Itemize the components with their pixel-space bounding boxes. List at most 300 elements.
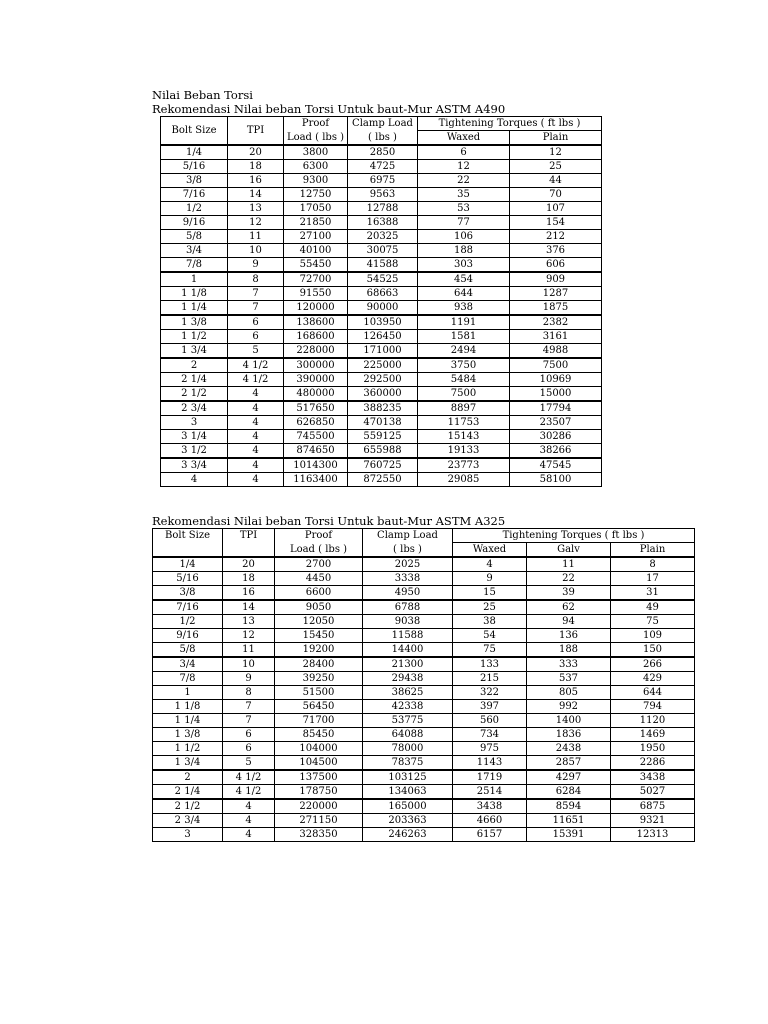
table-row bbox=[153, 742, 695, 756]
cell-proof-load: 39250 bbox=[275, 672, 363, 686]
cell-tpi: 4 1/2 bbox=[223, 785, 275, 800]
cell-waxed: 8897 bbox=[418, 401, 510, 416]
cell-clamp-load: 171000 bbox=[348, 344, 418, 359]
cell-tpi: 20 bbox=[228, 145, 284, 160]
table-row bbox=[161, 330, 602, 344]
header-clamp: Clamp Load bbox=[363, 529, 453, 543]
cell-waxed: 77 bbox=[418, 216, 510, 230]
cell-galv: 6284 bbox=[527, 785, 611, 800]
cell-plain: 44 bbox=[510, 174, 602, 188]
cell-plain: 38266 bbox=[510, 444, 602, 459]
cell-plain: 5027 bbox=[611, 785, 695, 800]
table-row bbox=[153, 770, 695, 785]
cell-proof-load: 27100 bbox=[284, 230, 348, 244]
cell-waxed: 734 bbox=[453, 728, 527, 742]
cell-proof-load: 17050 bbox=[284, 202, 348, 216]
cell-tpi: 8 bbox=[228, 272, 284, 287]
cell-tpi: 11 bbox=[223, 643, 275, 658]
cell-galv: 188 bbox=[527, 643, 611, 658]
cell-plain: 7500 bbox=[510, 358, 602, 373]
cell-plain: 794 bbox=[611, 700, 695, 714]
cell-clamp-load: 134063 bbox=[363, 785, 453, 800]
cell-clamp-load: 64088 bbox=[363, 728, 453, 742]
cell-tpi: 18 bbox=[223, 572, 275, 586]
cell-proof-load: 138600 bbox=[284, 315, 348, 330]
table-row bbox=[153, 672, 695, 686]
cell-clamp-load: 203363 bbox=[363, 814, 453, 828]
cell-clamp-load: 292500 bbox=[348, 373, 418, 387]
cell-waxed: 215 bbox=[453, 672, 527, 686]
cell-clamp-load: 90000 bbox=[348, 301, 418, 316]
cell-bolt-size: 3 bbox=[153, 828, 223, 842]
cell-proof-load: 1014300 bbox=[284, 458, 348, 473]
cell-plain: 107 bbox=[510, 202, 602, 216]
cell-tpi: 11 bbox=[228, 230, 284, 244]
table-row bbox=[161, 188, 602, 202]
table-row bbox=[153, 615, 695, 629]
cell-clamp-load: 4950 bbox=[363, 586, 453, 601]
cell-clamp-load: 470138 bbox=[348, 416, 418, 430]
cell-galv: 8594 bbox=[527, 799, 611, 814]
cell-clamp-load: 29438 bbox=[363, 672, 453, 686]
page-title: Nilai Beban Torsi bbox=[152, 88, 253, 102]
cell-bolt-size: 2 1/2 bbox=[161, 387, 228, 402]
cell-waxed: 397 bbox=[453, 700, 527, 714]
header-tightening-torques: Tightening Torques ( ft lbs ) bbox=[453, 529, 695, 543]
cell-bolt-size: 5/16 bbox=[161, 160, 228, 174]
table-row bbox=[161, 272, 602, 287]
cell-clamp-load: 103950 bbox=[348, 315, 418, 330]
cell-galv: 62 bbox=[527, 600, 611, 615]
cell-waxed: 23773 bbox=[418, 458, 510, 473]
table-row bbox=[153, 572, 695, 586]
cell-galv: 4297 bbox=[527, 770, 611, 785]
cell-plain: 2382 bbox=[510, 315, 602, 330]
cell-bolt-size: 1 3/4 bbox=[161, 344, 228, 359]
cell-waxed: 303 bbox=[418, 258, 510, 273]
cell-clamp-load: 3338 bbox=[363, 572, 453, 586]
cell-plain: 58100 bbox=[510, 473, 602, 487]
cell-plain: 909 bbox=[510, 272, 602, 287]
header-clamp: Clamp Load bbox=[348, 117, 418, 131]
cell-bolt-size: 1 1/2 bbox=[161, 330, 228, 344]
cell-clamp-load: 68663 bbox=[348, 287, 418, 301]
cell-proof-load: 71700 bbox=[275, 714, 363, 728]
table-row bbox=[161, 202, 602, 216]
cell-galv: 1400 bbox=[527, 714, 611, 728]
cell-waxed: 12 bbox=[418, 160, 510, 174]
table-row bbox=[161, 301, 602, 316]
table-row bbox=[161, 216, 602, 230]
cell-clamp-load: 42338 bbox=[363, 700, 453, 714]
cell-tpi: 13 bbox=[228, 202, 284, 216]
cell-clamp-load: 11588 bbox=[363, 629, 453, 643]
cell-tpi: 9 bbox=[223, 672, 275, 686]
cell-clamp-load: 41588 bbox=[348, 258, 418, 273]
cell-tpi: 20 bbox=[223, 557, 275, 572]
cell-bolt-size: 3 1/2 bbox=[161, 444, 228, 459]
cell-galv: 805 bbox=[527, 686, 611, 700]
cell-clamp-load: 9038 bbox=[363, 615, 453, 629]
cell-bolt-size: 1 bbox=[161, 272, 228, 287]
cell-proof-load: 6600 bbox=[275, 586, 363, 601]
cell-tpi: 4 bbox=[223, 814, 275, 828]
table-row bbox=[153, 785, 695, 800]
cell-waxed: 1143 bbox=[453, 756, 527, 771]
cell-proof-load: 19200 bbox=[275, 643, 363, 658]
table-row bbox=[161, 160, 602, 174]
cell-plain: 17794 bbox=[510, 401, 602, 416]
cell-proof-load: 51500 bbox=[275, 686, 363, 700]
cell-plain: 23507 bbox=[510, 416, 602, 430]
header-clamp-unit: ( lbs ) bbox=[348, 131, 418, 146]
cell-tpi: 4 bbox=[223, 799, 275, 814]
cell-clamp-load: 4725 bbox=[348, 160, 418, 174]
cell-bolt-size: 2 1/2 bbox=[153, 799, 223, 814]
cell-proof-load: 328350 bbox=[275, 828, 363, 842]
cell-bolt-size: 2 1/4 bbox=[161, 373, 228, 387]
cell-clamp-load: 21300 bbox=[363, 657, 453, 672]
cell-bolt-size: 2 3/4 bbox=[161, 401, 228, 416]
table-row bbox=[153, 700, 695, 714]
header-tightening-torques: Tightening Torques ( ft lbs ) bbox=[418, 117, 602, 131]
cell-galv: 11651 bbox=[527, 814, 611, 828]
table1-caption: Rekomendasi Nilai beban Torsi Untuk baut-Mur ASTM A490 bbox=[152, 102, 506, 116]
cell-waxed: 7500 bbox=[418, 387, 510, 402]
cell-proof-load: 2700 bbox=[275, 557, 363, 572]
cell-clamp-load: 78000 bbox=[363, 742, 453, 756]
header-clamp-unit: ( lbs ) bbox=[363, 543, 453, 558]
table-row bbox=[161, 358, 602, 373]
cell-tpi: 4 bbox=[223, 828, 275, 842]
cell-waxed: 9 bbox=[453, 572, 527, 586]
cell-waxed: 1191 bbox=[418, 315, 510, 330]
cell-tpi: 5 bbox=[223, 756, 275, 771]
table-row bbox=[153, 657, 695, 672]
cell-plain: 12 bbox=[510, 145, 602, 160]
cell-proof-load: 3800 bbox=[284, 145, 348, 160]
cell-proof-load: 300000 bbox=[284, 358, 348, 373]
cell-waxed: 19133 bbox=[418, 444, 510, 459]
cell-clamp-load: 16388 bbox=[348, 216, 418, 230]
header-waxed: Waxed bbox=[418, 131, 510, 146]
cell-plain: 31 bbox=[611, 586, 695, 601]
cell-proof-load: 9050 bbox=[275, 600, 363, 615]
cell-bolt-size: 5/16 bbox=[153, 572, 223, 586]
cell-waxed: 133 bbox=[453, 657, 527, 672]
cell-proof-load: 40100 bbox=[284, 244, 348, 258]
cell-proof-load: 104500 bbox=[275, 756, 363, 771]
cell-proof-load: 91550 bbox=[284, 287, 348, 301]
cell-proof-load: 21850 bbox=[284, 216, 348, 230]
cell-clamp-load: 126450 bbox=[348, 330, 418, 344]
cell-bolt-size: 1 1/8 bbox=[161, 287, 228, 301]
cell-bolt-size: 4 bbox=[161, 473, 228, 487]
table-row bbox=[161, 416, 602, 430]
cell-bolt-size: 2 1/4 bbox=[153, 785, 223, 800]
cell-clamp-load: 655988 bbox=[348, 444, 418, 459]
cell-plain: 49 bbox=[611, 600, 695, 615]
cell-waxed: 644 bbox=[418, 287, 510, 301]
cell-waxed: 454 bbox=[418, 272, 510, 287]
cell-proof-load: 4450 bbox=[275, 572, 363, 586]
cell-waxed: 53 bbox=[418, 202, 510, 216]
cell-tpi: 5 bbox=[228, 344, 284, 359]
cell-clamp-load: 2025 bbox=[363, 557, 453, 572]
table-row bbox=[161, 244, 602, 258]
table-row bbox=[161, 458, 602, 473]
header-bolt-size: Bolt Size bbox=[161, 117, 228, 146]
cell-waxed: 6157 bbox=[453, 828, 527, 842]
cell-waxed: 75 bbox=[453, 643, 527, 658]
cell-bolt-size: 2 3/4 bbox=[153, 814, 223, 828]
cell-proof-load: 15450 bbox=[275, 629, 363, 643]
cell-plain: 150 bbox=[611, 643, 695, 658]
table-row bbox=[153, 756, 695, 771]
cell-plain: 3161 bbox=[510, 330, 602, 344]
cell-bolt-size: 3/8 bbox=[153, 586, 223, 601]
cell-proof-load: 874650 bbox=[284, 444, 348, 459]
table-row bbox=[153, 728, 695, 742]
header-proof: Proof bbox=[284, 117, 348, 131]
cell-bolt-size: 1/2 bbox=[153, 615, 223, 629]
cell-bolt-size: 9/16 bbox=[153, 629, 223, 643]
cell-bolt-size: 1 bbox=[153, 686, 223, 700]
cell-bolt-size: 5/8 bbox=[153, 643, 223, 658]
table-row bbox=[161, 287, 602, 301]
cell-bolt-size: 2 bbox=[161, 358, 228, 373]
cell-bolt-size: 3/4 bbox=[153, 657, 223, 672]
cell-proof-load: 12750 bbox=[284, 188, 348, 202]
cell-tpi: 4 1/2 bbox=[228, 373, 284, 387]
cell-tpi: 4 bbox=[228, 473, 284, 487]
header-proof-unit: Load ( lbs ) bbox=[275, 543, 363, 558]
table-row bbox=[161, 174, 602, 188]
cell-plain: 1287 bbox=[510, 287, 602, 301]
cell-clamp-load: 9563 bbox=[348, 188, 418, 202]
cell-tpi: 6 bbox=[228, 330, 284, 344]
header-plain: Plain bbox=[510, 131, 602, 146]
cell-bolt-size: 7/8 bbox=[153, 672, 223, 686]
cell-clamp-load: 2850 bbox=[348, 145, 418, 160]
cell-tpi: 4 1/2 bbox=[228, 358, 284, 373]
cell-proof-load: 9300 bbox=[284, 174, 348, 188]
cell-proof-load: 137500 bbox=[275, 770, 363, 785]
cell-tpi: 14 bbox=[228, 188, 284, 202]
cell-tpi: 18 bbox=[228, 160, 284, 174]
cell-waxed: 15143 bbox=[418, 430, 510, 444]
cell-proof-load: 220000 bbox=[275, 799, 363, 814]
cell-tpi: 16 bbox=[228, 174, 284, 188]
cell-tpi: 8 bbox=[223, 686, 275, 700]
cell-plain: 1469 bbox=[611, 728, 695, 742]
cell-bolt-size: 2 bbox=[153, 770, 223, 785]
cell-bolt-size: 3/8 bbox=[161, 174, 228, 188]
cell-waxed: 4 bbox=[453, 557, 527, 572]
cell-bolt-size: 1 1/4 bbox=[153, 714, 223, 728]
cell-proof-load: 1163400 bbox=[284, 473, 348, 487]
cell-waxed: 938 bbox=[418, 301, 510, 316]
table-row bbox=[161, 373, 602, 387]
cell-galv: 22 bbox=[527, 572, 611, 586]
cell-tpi: 4 bbox=[228, 458, 284, 473]
cell-proof-load: 56450 bbox=[275, 700, 363, 714]
cell-tpi: 7 bbox=[228, 287, 284, 301]
cell-clamp-load: 12788 bbox=[348, 202, 418, 216]
cell-bolt-size: 9/16 bbox=[161, 216, 228, 230]
table-row bbox=[161, 315, 602, 330]
cell-proof-load: 12050 bbox=[275, 615, 363, 629]
table-row bbox=[161, 444, 602, 459]
cell-bolt-size: 1 3/4 bbox=[153, 756, 223, 771]
cell-bolt-size: 7/8 bbox=[161, 258, 228, 273]
cell-plain: 109 bbox=[611, 629, 695, 643]
table-row bbox=[153, 686, 695, 700]
cell-clamp-load: 388235 bbox=[348, 401, 418, 416]
cell-bolt-size: 1 3/8 bbox=[161, 315, 228, 330]
cell-tpi: 10 bbox=[228, 244, 284, 258]
header-galv: Galv bbox=[527, 543, 611, 558]
cell-proof-load: 480000 bbox=[284, 387, 348, 402]
table-row bbox=[153, 643, 695, 658]
cell-waxed: 1719 bbox=[453, 770, 527, 785]
cell-plain: 1875 bbox=[510, 301, 602, 316]
table-row bbox=[161, 230, 602, 244]
cell-waxed: 2494 bbox=[418, 344, 510, 359]
cell-plain: 6875 bbox=[611, 799, 695, 814]
table-row bbox=[153, 828, 695, 842]
cell-clamp-load: 165000 bbox=[363, 799, 453, 814]
header-proof-unit: Load ( lbs ) bbox=[284, 131, 348, 146]
cell-waxed: 22 bbox=[418, 174, 510, 188]
cell-tpi: 6 bbox=[228, 315, 284, 330]
cell-waxed: 188 bbox=[418, 244, 510, 258]
table-row bbox=[161, 344, 602, 359]
table-row bbox=[153, 557, 695, 572]
cell-clamp-load: 30075 bbox=[348, 244, 418, 258]
cell-tpi: 10 bbox=[223, 657, 275, 672]
cell-clamp-load: 53775 bbox=[363, 714, 453, 728]
cell-plain: 30286 bbox=[510, 430, 602, 444]
table-row bbox=[161, 387, 602, 402]
cell-waxed: 106 bbox=[418, 230, 510, 244]
cell-proof-load: 85450 bbox=[275, 728, 363, 742]
cell-tpi: 7 bbox=[223, 700, 275, 714]
cell-proof-load: 72700 bbox=[284, 272, 348, 287]
cell-galv: 15391 bbox=[527, 828, 611, 842]
cell-clamp-load: 559125 bbox=[348, 430, 418, 444]
a490-torque-table bbox=[160, 116, 602, 487]
cell-galv: 992 bbox=[527, 700, 611, 714]
cell-plain: 376 bbox=[510, 244, 602, 258]
cell-galv: 2438 bbox=[527, 742, 611, 756]
cell-waxed: 35 bbox=[418, 188, 510, 202]
cell-plain: 8 bbox=[611, 557, 695, 572]
cell-bolt-size: 7/16 bbox=[161, 188, 228, 202]
table-row bbox=[153, 586, 695, 601]
table-row bbox=[153, 629, 695, 643]
cell-waxed: 54 bbox=[453, 629, 527, 643]
a325-torque-table bbox=[152, 528, 695, 842]
cell-proof-load: 28400 bbox=[275, 657, 363, 672]
header-tpi: TPI bbox=[223, 529, 275, 558]
table-row bbox=[161, 473, 602, 487]
cell-galv: 39 bbox=[527, 586, 611, 601]
header-waxed: Waxed bbox=[453, 543, 527, 558]
cell-tpi: 4 bbox=[228, 430, 284, 444]
cell-proof-load: 626850 bbox=[284, 416, 348, 430]
cell-plain: 1950 bbox=[611, 742, 695, 756]
cell-plain: 25 bbox=[510, 160, 602, 174]
cell-proof-load: 120000 bbox=[284, 301, 348, 316]
cell-galv: 333 bbox=[527, 657, 611, 672]
cell-plain: 154 bbox=[510, 216, 602, 230]
cell-waxed: 560 bbox=[453, 714, 527, 728]
cell-proof-load: 168600 bbox=[284, 330, 348, 344]
cell-proof-load: 178750 bbox=[275, 785, 363, 800]
cell-tpi: 13 bbox=[223, 615, 275, 629]
cell-waxed: 3750 bbox=[418, 358, 510, 373]
header-plain: Plain bbox=[611, 543, 695, 558]
cell-galv: 136 bbox=[527, 629, 611, 643]
cell-clamp-load: 6975 bbox=[348, 174, 418, 188]
cell-tpi: 4 bbox=[228, 416, 284, 430]
cell-bolt-size: 1 3/8 bbox=[153, 728, 223, 742]
cell-galv: 1836 bbox=[527, 728, 611, 742]
cell-waxed: 6 bbox=[418, 145, 510, 160]
cell-clamp-load: 54525 bbox=[348, 272, 418, 287]
table-row bbox=[161, 401, 602, 416]
cell-clamp-load: 14400 bbox=[363, 643, 453, 658]
table-row bbox=[153, 814, 695, 828]
cell-waxed: 2514 bbox=[453, 785, 527, 800]
cell-galv: 537 bbox=[527, 672, 611, 686]
cell-clamp-load: 103125 bbox=[363, 770, 453, 785]
cell-plain: 75 bbox=[611, 615, 695, 629]
cell-galv: 11 bbox=[527, 557, 611, 572]
cell-bolt-size: 3 3/4 bbox=[161, 458, 228, 473]
table-row bbox=[161, 430, 602, 444]
cell-tpi: 12 bbox=[223, 629, 275, 643]
cell-clamp-load: 760725 bbox=[348, 458, 418, 473]
cell-tpi: 7 bbox=[228, 301, 284, 316]
cell-waxed: 3438 bbox=[453, 799, 527, 814]
cell-proof-load: 390000 bbox=[284, 373, 348, 387]
cell-proof-load: 745500 bbox=[284, 430, 348, 444]
cell-clamp-load: 78375 bbox=[363, 756, 453, 771]
cell-tpi: 4 bbox=[228, 387, 284, 402]
cell-bolt-size: 3/4 bbox=[161, 244, 228, 258]
cell-waxed: 29085 bbox=[418, 473, 510, 487]
cell-galv: 94 bbox=[527, 615, 611, 629]
header-tpi: TPI bbox=[228, 117, 284, 146]
cell-proof-load: 228000 bbox=[284, 344, 348, 359]
cell-plain: 12313 bbox=[611, 828, 695, 842]
cell-waxed: 4660 bbox=[453, 814, 527, 828]
cell-tpi: 14 bbox=[223, 600, 275, 615]
cell-plain: 1120 bbox=[611, 714, 695, 728]
cell-plain: 70 bbox=[510, 188, 602, 202]
cell-plain: 212 bbox=[510, 230, 602, 244]
cell-plain: 47545 bbox=[510, 458, 602, 473]
cell-tpi: 9 bbox=[228, 258, 284, 273]
header-bolt-size: Bolt Size bbox=[153, 529, 223, 558]
cell-tpi: 12 bbox=[228, 216, 284, 230]
cell-waxed: 38 bbox=[453, 615, 527, 629]
cell-bolt-size: 1 1/2 bbox=[153, 742, 223, 756]
cell-waxed: 322 bbox=[453, 686, 527, 700]
cell-clamp-load: 38625 bbox=[363, 686, 453, 700]
